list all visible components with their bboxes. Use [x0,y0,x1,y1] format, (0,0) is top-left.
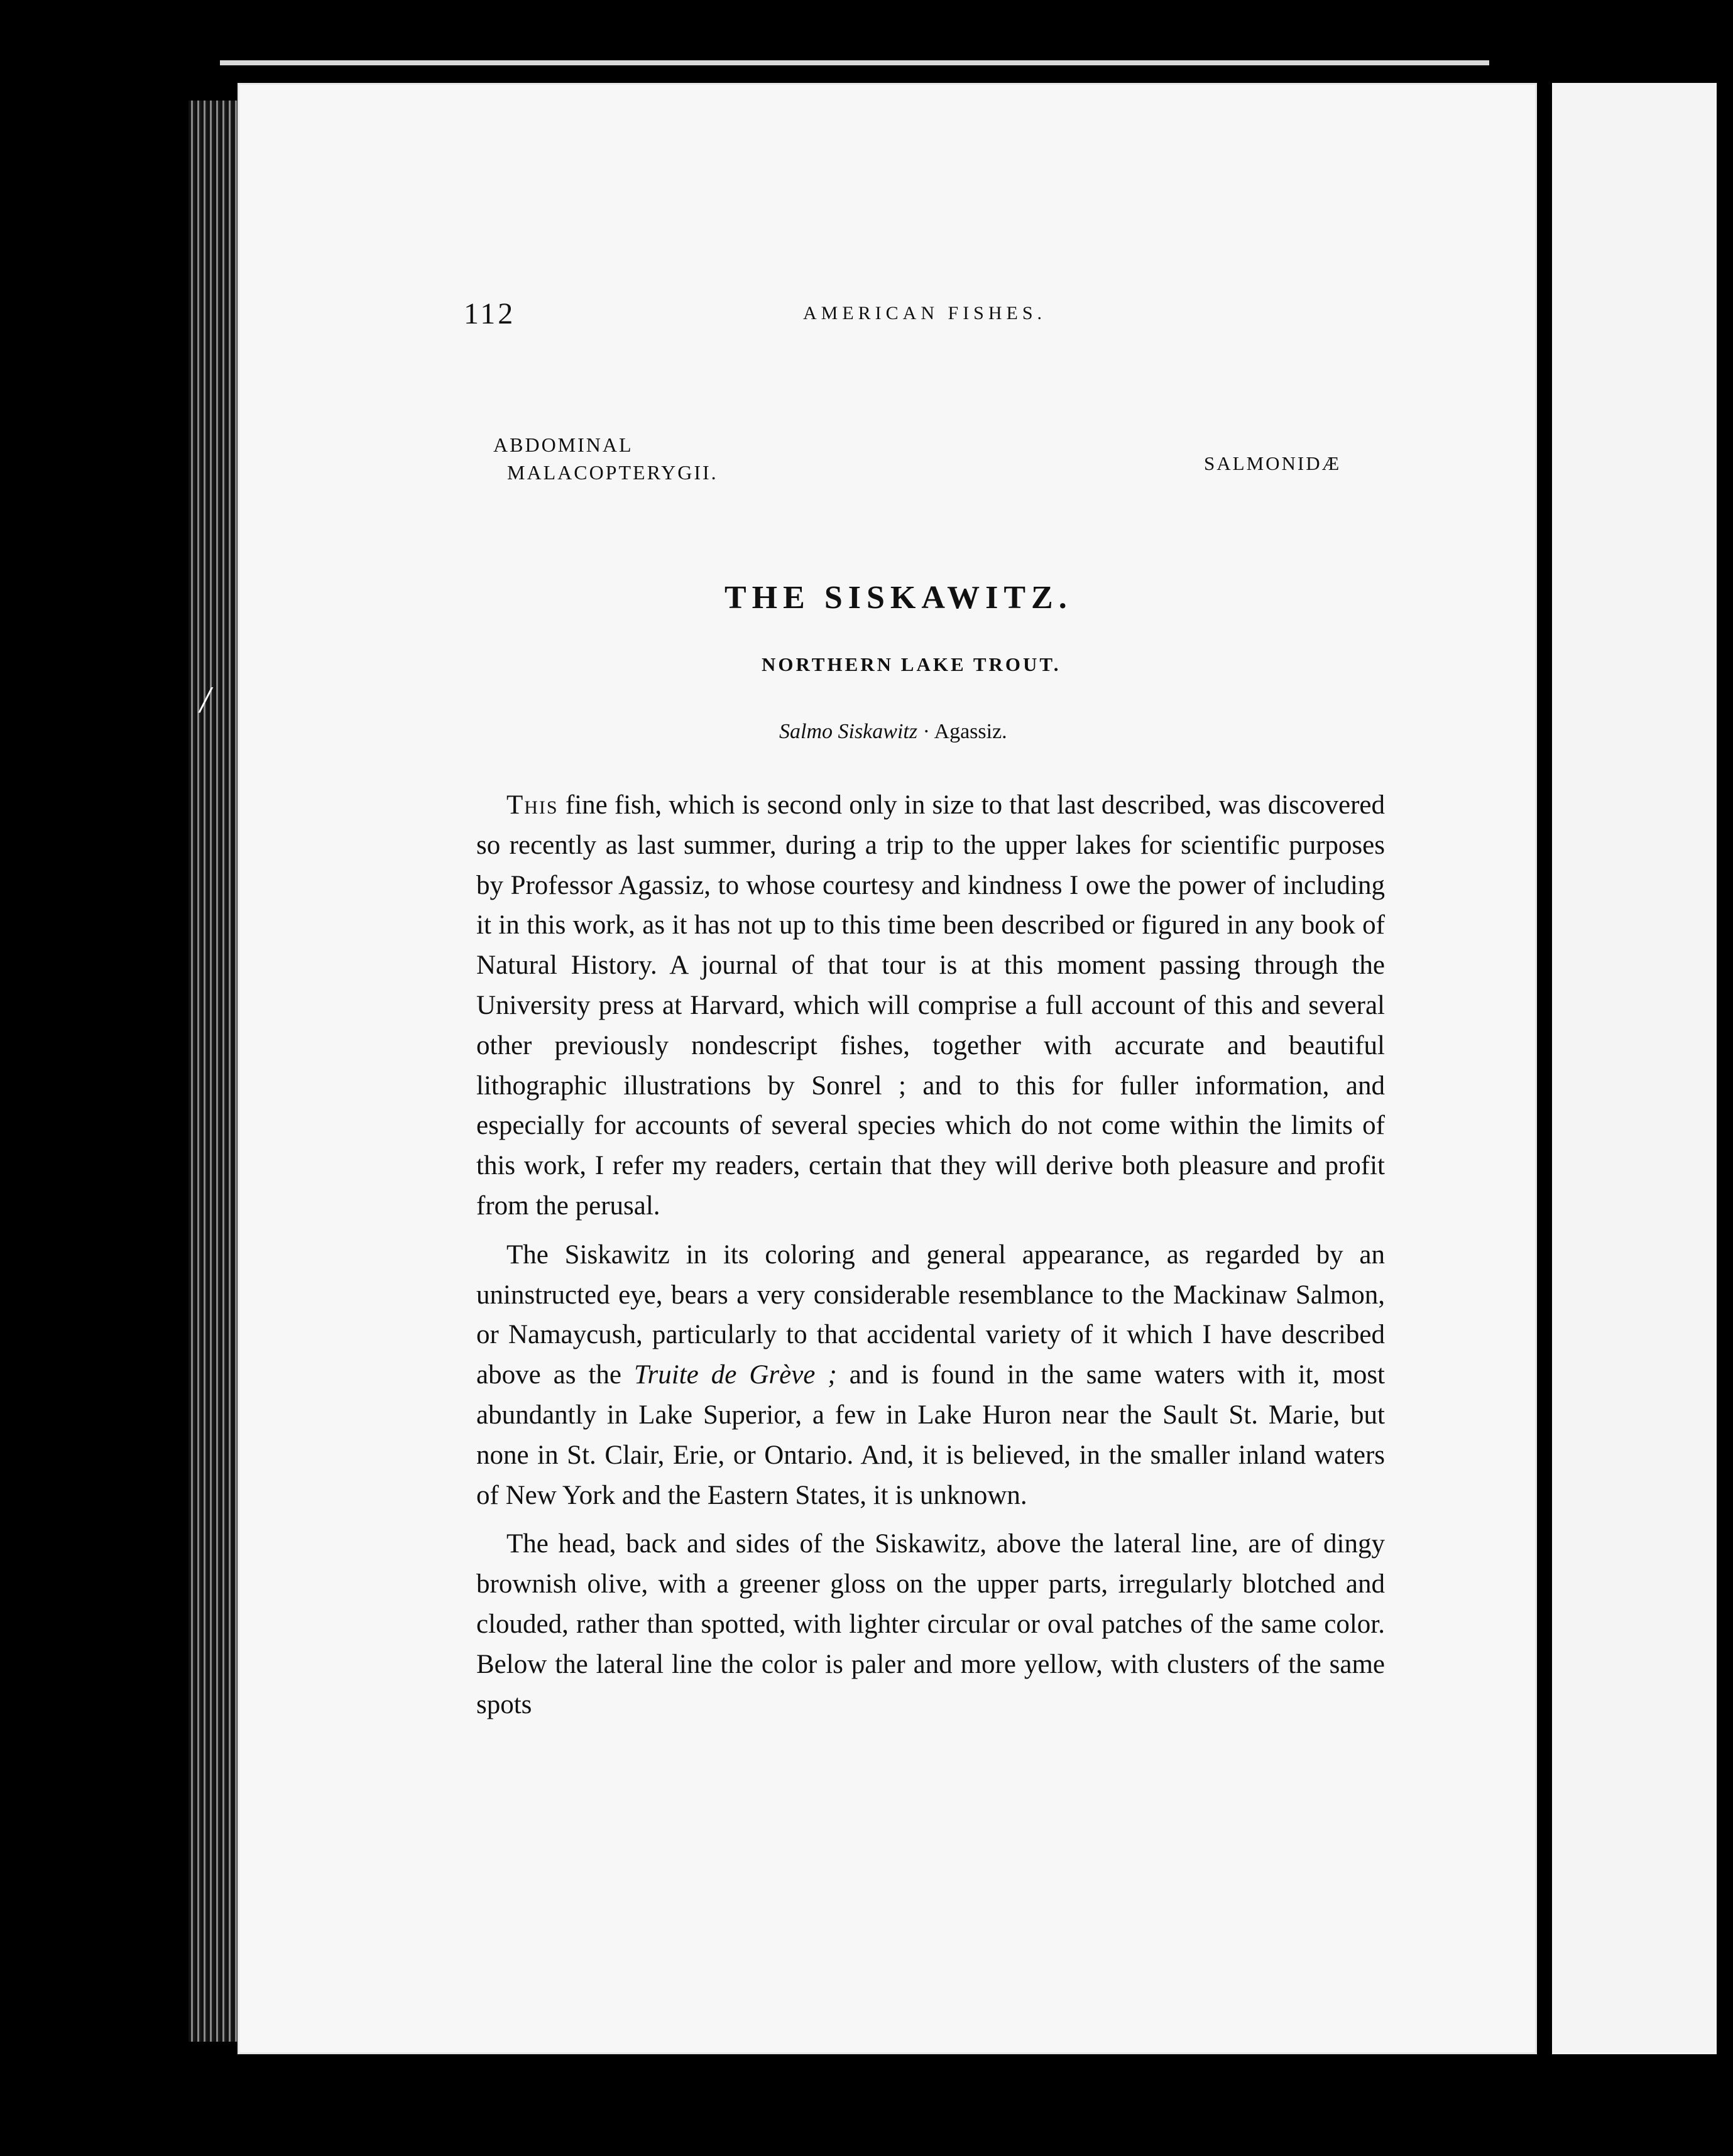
facing-page-edge [1552,83,1717,2054]
margin-mark: / [200,679,210,721]
order-classification [493,431,718,486]
paragraph-1 [476,785,1385,1226]
page-number: 112 [464,297,516,330]
lead-word: This [506,790,559,820]
body-text [476,785,1385,1733]
page-stack-edges [189,101,239,2042]
paragraph-2-text-b: and is found in the same waters with it, most abundantly in Lake Superior, a few in Lake Huron near the Sault St. Marie, but none in St. Clair, Erie, or Ontario. And, it is believed, in the smaller inland waters of New York and the Eastern States, it is unknown. [476,1360,1386,1510]
paragraph-2-italic: Truite de Grève ; [634,1360,837,1390]
book-title: AMERICAN FISHES. [803,303,1047,324]
gutter-shadow [1537,83,1552,2054]
paragraph-2 [476,1235,1385,1516]
scientific-name: Salmo Siskawitz [779,720,918,743]
paragraph-2-text-a: The Siskawitz in its coloring and general appearance, as regarded by an uninstructed eye, bears a very considerable resemblance to the Mackinaw Salmon, or Namaycush, particularly to that accidental variety of it which I have described above as the [476,1239,1385,1390]
family-name: SALMONIDÆ [1204,452,1342,474]
authority: · Agassiz. [922,720,1007,743]
scan-edge [220,60,1489,65]
order-line-2: MALACOPTERYGII. [507,461,718,484]
order-line-1: ABDOMINAL [493,433,633,456]
running-head [464,297,1387,334]
paragraph-3-text: The head, back and sides of the Siskawitz, above the lateral line, are of dingy brownish olive, with a greener gloss on the upper parts, irregularly blotched and clouded, rather than spotted, with lighter circular or oval patches of the same color. Below the lateral line the color is paler and more yellow, with clusters of the same spots [476,1529,1385,1719]
common-name: NORTHERN LAKE TROUT. [762,653,1061,675]
paragraph-1-text: fine fish, which is second only in size to that last described, was discovered so recently as last summer, during a trip to the upper lakes for scientific purposes by Professor Agassiz, to whose courtesy and kindness I owe the power of including it in this work, as it has not up to this time been described or figured in any book of Natural History. A journal of that tour is at this moment passing through the University press at Harvard, which will comprise a full account of this and several other previously nondescript fishes, together with accurate and beautiful lithographic illustrations by Sonrel ; and to this for fuller information, and especially for accounts of several species which do not come within the limits of this work, I refer my readers, certain that they will derive both pleasure and profit from the perusal. [476,790,1385,1221]
paragraph-3 [476,1524,1385,1724]
scientific-name-line [779,720,1007,744]
page-title: THE SISKAWITZ. [724,580,1073,616]
